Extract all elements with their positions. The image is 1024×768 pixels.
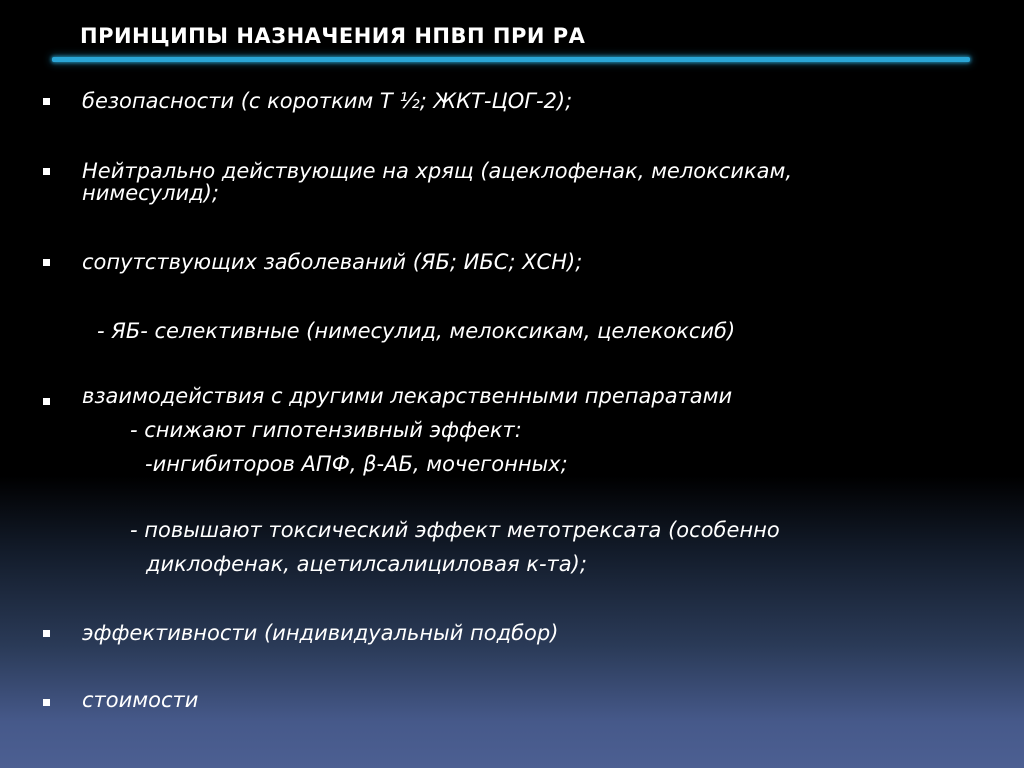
bullet-item-cost: стоимости xyxy=(82,688,199,712)
bullet-item-comorbidities: сопутствующих заболеваний (ЯБ; ИБС; ХСН); xyxy=(82,250,583,274)
sub-item-methotrexate-cont: диклофенак, ацетилсалициловая к-та); xyxy=(146,552,587,576)
bullet-marker xyxy=(43,699,50,706)
bullet-item-safety: безопасности (с коротким Т ½; ЖКТ-ЦОГ-2); xyxy=(82,89,573,113)
bullet-marker xyxy=(43,630,50,637)
bullet-item-cartilage: Нейтрально действующие на хрящ (ацеклофенак, мелоксикам, xyxy=(82,159,793,183)
bullet-marker xyxy=(43,259,50,266)
sub-item-hypotensive: - снижают гипотензивный эффект: xyxy=(130,418,522,442)
sub-item-ace-inhibitors: -ингибиторов АПФ, β-АБ, мочегонных; xyxy=(145,452,568,476)
sub-item-ulcer-selective: - ЯБ- селективные (нимесулид, мелоксикам, целекоксиб) xyxy=(97,319,736,343)
bullet-item-efficacy: эффективности (индивидуальный подбор) xyxy=(82,621,559,645)
bullet-item-interactions: взаимодействия с другими лекарственными препаратами xyxy=(82,384,733,408)
bullet-marker xyxy=(43,398,50,405)
slide-title: ПРИНЦИПЫ НАЗНАЧЕНИЯ НПВП ПРИ РА xyxy=(80,24,586,48)
title-underline xyxy=(52,57,970,62)
bullet-item-cartilage-cont: нимесулид); xyxy=(82,181,219,205)
bullet-marker xyxy=(43,168,50,175)
sub-item-methotrexate: - повышают токсический эффект метотрексата (особенно xyxy=(130,518,780,542)
bullet-marker xyxy=(43,98,50,105)
